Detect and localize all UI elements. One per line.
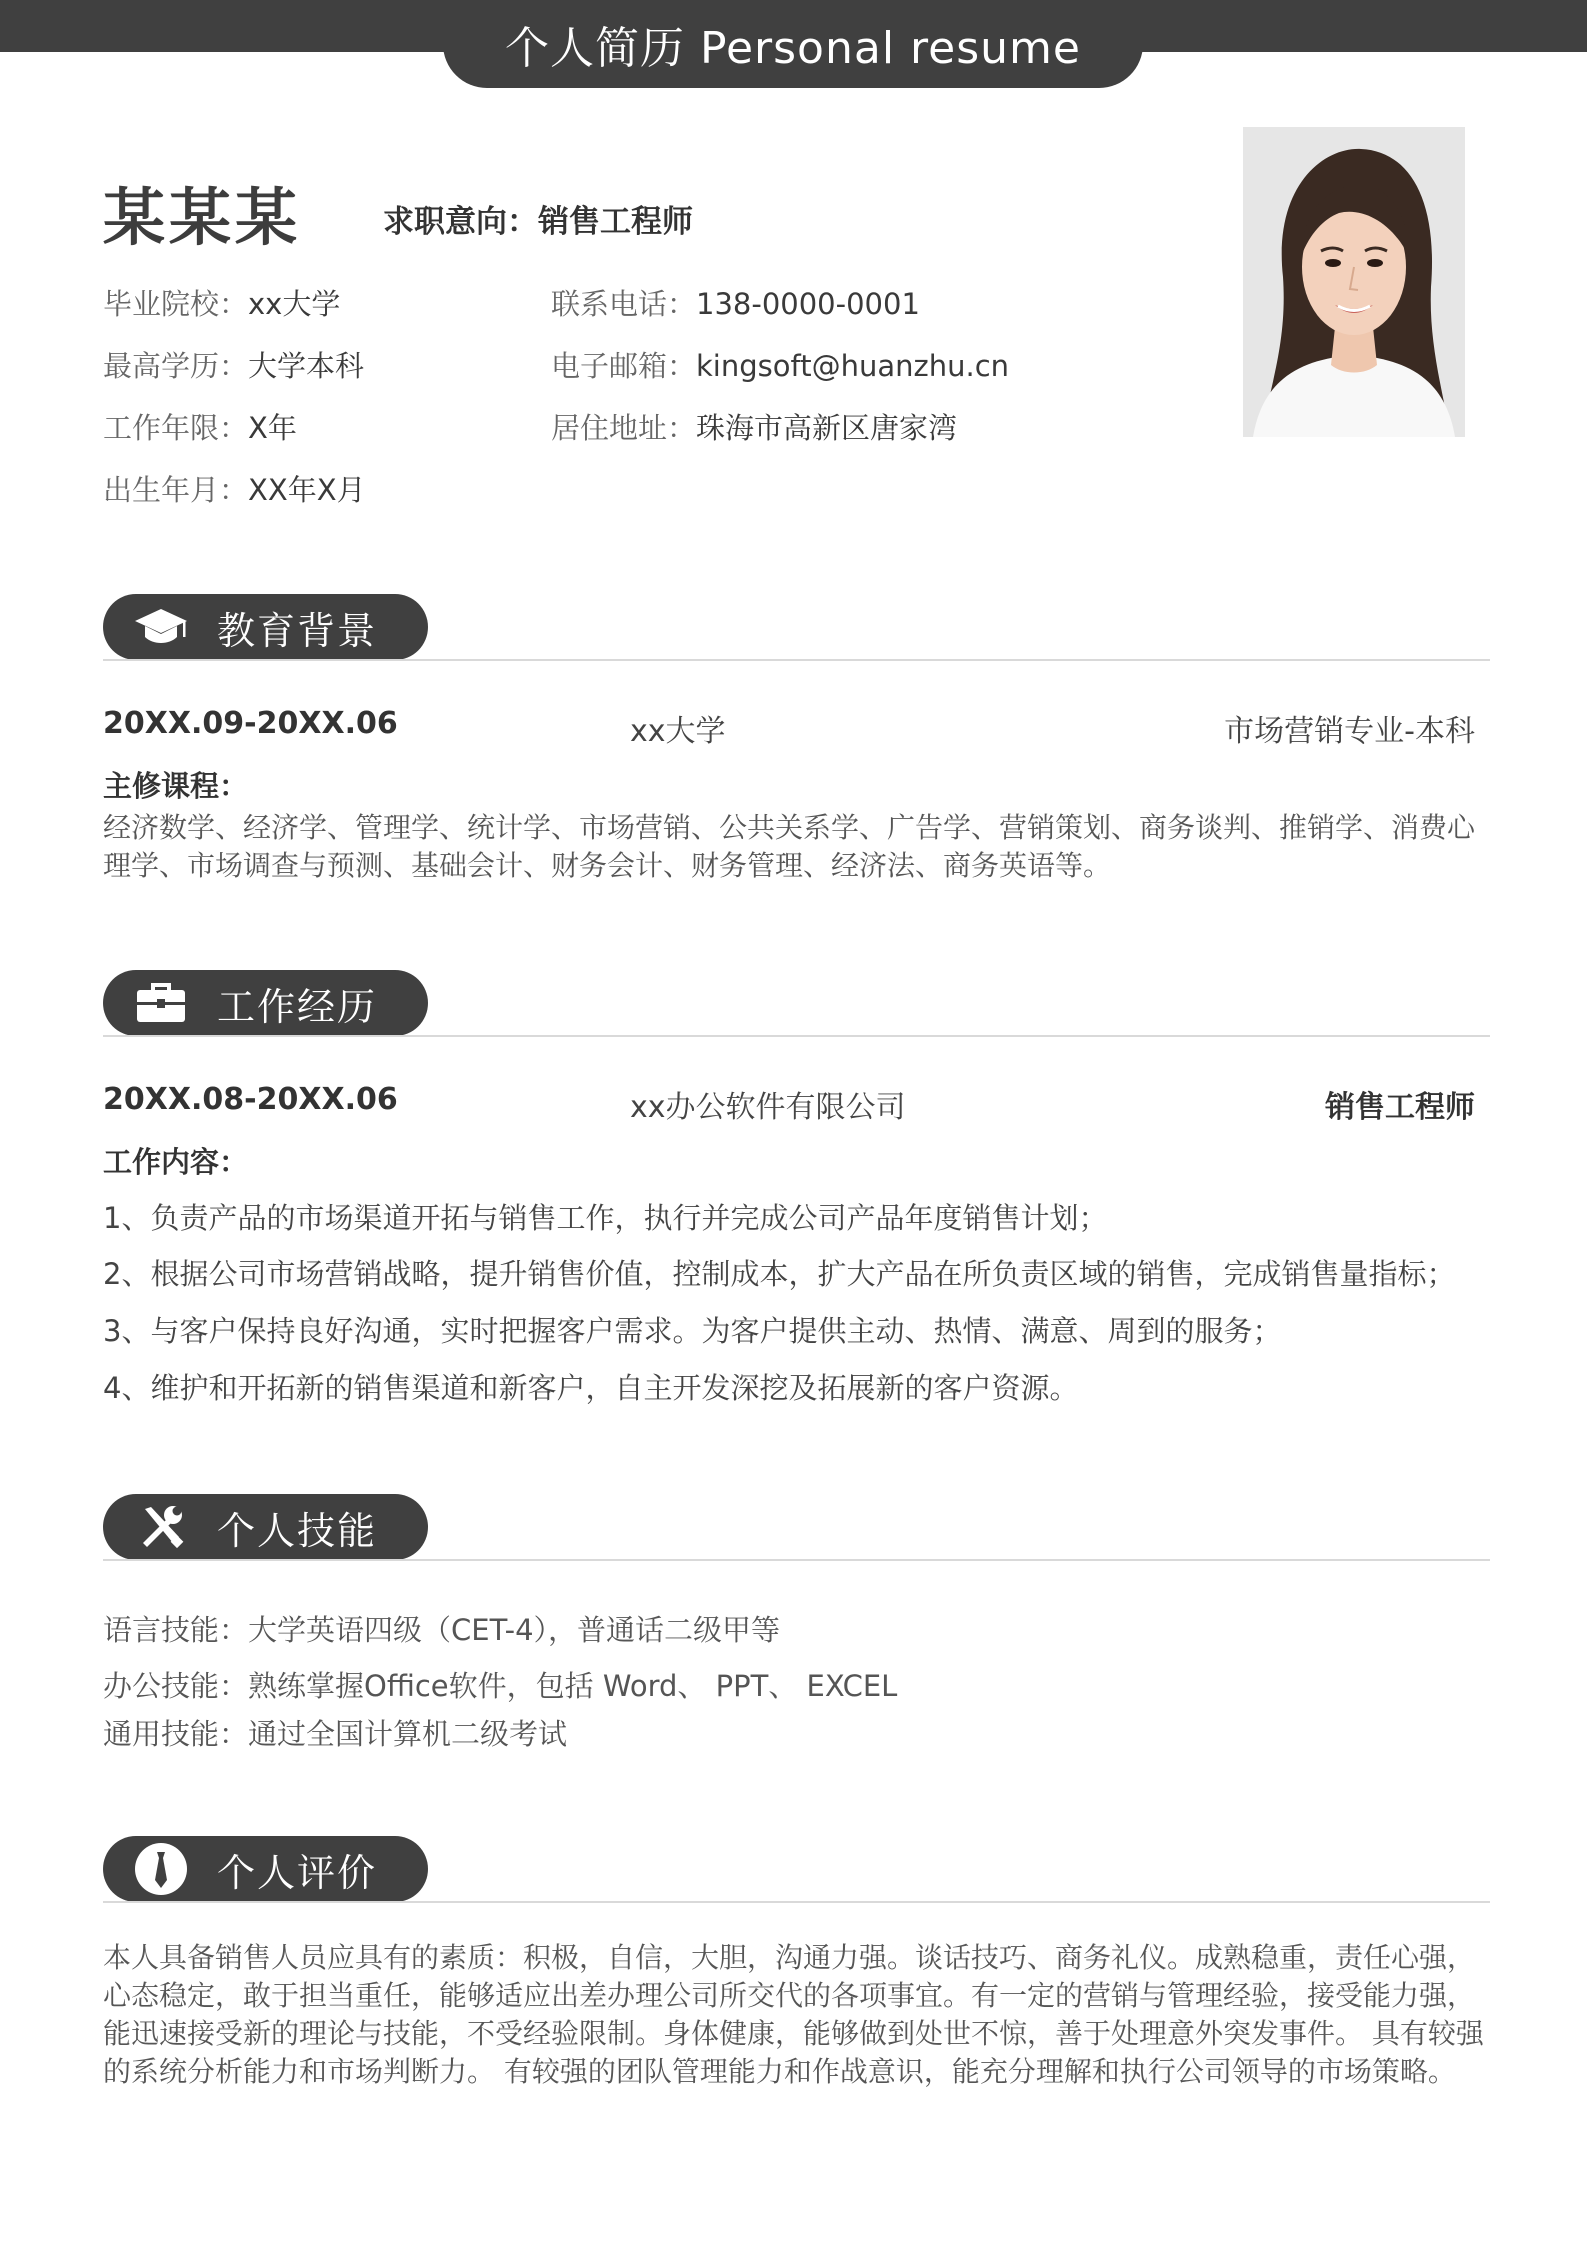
briefcase-icon <box>133 975 189 1031</box>
work-item: 3、与客户保持良好沟通，实时把握客户需求。为客户提供主动、热情、满意、周到的服务； <box>103 1314 1282 1348</box>
resume-title: 个人简历 Personal resume <box>443 0 1143 88</box>
section-header-work <box>103 970 428 1036</box>
work-position: 销售工程师 <box>1325 1090 1475 1125</box>
section-title-evaluation: 个人评价 <box>217 1850 378 1895</box>
evaluation-text: 本人具备销售人员应具有的素质：积极，自信，大胆，沟通力强。谈话技巧、商务礼仪。成熟稳重，责任心强，心态稳定，敢于担当重任，能够适应出差办理公司所交代的各项事宜。有一定的营销与管理经验，接受能力强，能迅速接受新的理论与技能，不受经验限制。身体健康，能够做到处世不惊，善于处理意外突发事件。 具有较强的系统分析能力和市场判断力。 有较强的团队管理能力和作战意识，能充分理解和执行公司领导的市场策略。 <box>103 1941 1484 2088</box>
section-title-skills: 个人技能 <box>217 1508 378 1553</box>
section-title-work: 工作经历 <box>217 984 378 1029</box>
section-divider <box>103 659 1490 661</box>
candidate-name: 某某某 <box>103 181 302 254</box>
education-school: xx大学 <box>630 714 726 749</box>
courses-text: 经济数学、经济学、管理学、统计学、市场营销、公共关系学、广告学、营销策划、商务谈判、推销学、消费心理学、市场调查与预测、基础会计、财务会计、财务管理、经济法、商务英语等。 <box>103 811 1476 882</box>
info-phone: 联系电话：138-0000-0001 <box>551 287 920 321</box>
info-years: 工作年限：X年 <box>103 411 297 445</box>
tie-icon <box>133 1841 189 1897</box>
section-header-education <box>103 594 428 660</box>
info-email: 电子邮箱：kingsoft@huanzhu.cn <box>551 349 1010 383</box>
courses-label: 主修课程： <box>103 769 249 803</box>
skill-item: 语言技能：大学英语四级（CET-4），普通话二级甲等 <box>103 1613 781 1647</box>
education-date: 20XX.09-20XX.06 <box>103 706 398 741</box>
job-objective: 求职意向：销售工程师 <box>383 204 693 240</box>
education-major: 市场营销专业-本科 <box>1224 714 1475 749</box>
section-title-education: 教育背景 <box>217 608 378 653</box>
info-birth: 出生年月：XX年X月 <box>103 473 366 507</box>
info-address: 居住地址：珠海市高新区唐家湾 <box>551 411 958 445</box>
info-school: 毕业院校：xx大学 <box>103 287 341 321</box>
profile-photo <box>1243 127 1465 437</box>
work-date: 20XX.08-20XX.06 <box>103 1082 398 1117</box>
work-item: 1、负责产品的市场渠道开拓与销售工作，执行并完成公司产品年度销售计划； <box>103 1201 1108 1235</box>
work-item: 2、根据公司市场营销战略，提升销售价值，控制成本，扩大产品在所负责区域的销售，完成销售量指标； <box>103 1257 1456 1291</box>
work-company: xx办公软件有限公司 <box>630 1090 906 1125</box>
work-content-label: 工作内容： <box>103 1145 249 1179</box>
tools-icon <box>133 1499 189 1555</box>
skill-item: 办公技能：熟练掌握Office软件，包括 Word、 PPT、 EXCEL <box>103 1669 898 1703</box>
work-item: 4、维护和开拓新的销售渠道和新客户，自主开发深挖及拓展新的客户资源。 <box>103 1371 1079 1405</box>
section-divider <box>103 1901 1490 1903</box>
section-header-skills <box>103 1494 428 1560</box>
section-divider <box>103 1035 1490 1037</box>
skill-item: 通用技能：通过全国计算机二级考试 <box>103 1717 568 1751</box>
info-degree: 最高学历：大学本科 <box>103 349 365 383</box>
section-header-evaluation <box>103 1836 428 1902</box>
graduation-cap-icon <box>133 599 189 655</box>
section-divider <box>103 1559 1490 1561</box>
